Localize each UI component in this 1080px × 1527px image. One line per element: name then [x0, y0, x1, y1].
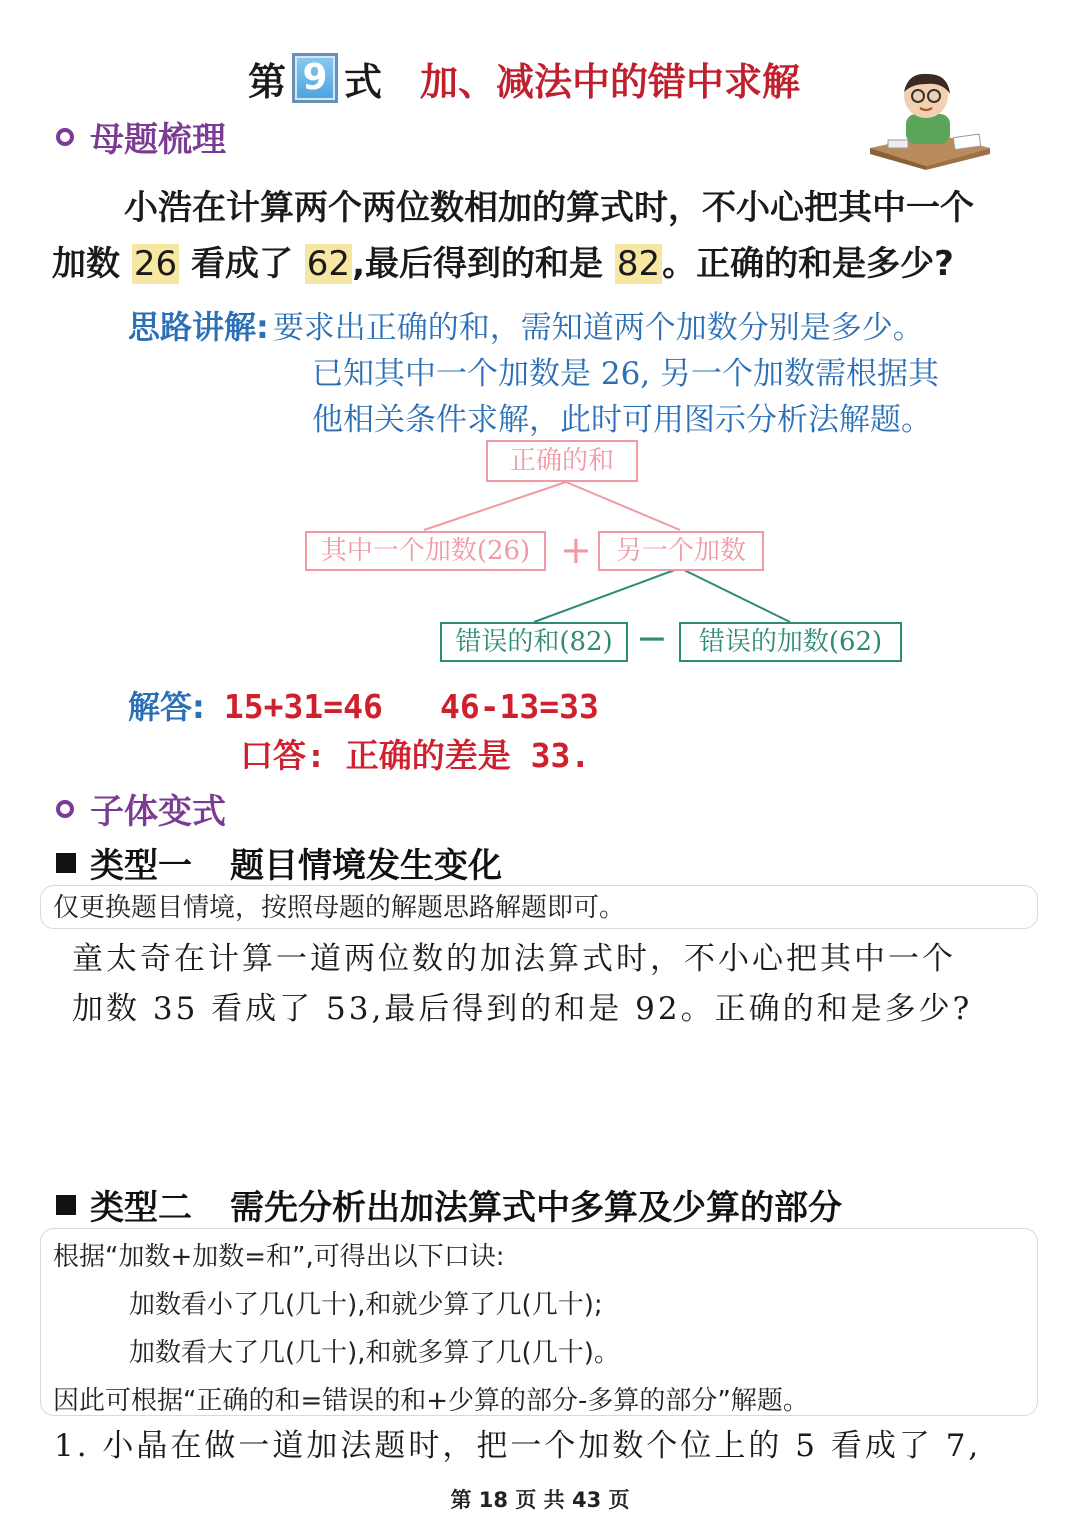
type-title: 题目情境发生变化: [230, 846, 502, 886]
title-number-badge: 9: [292, 53, 338, 103]
hint-line-3: 他相关条件求解，此时可用图示分析法解题。: [312, 402, 932, 438]
type-two-note: [40, 1228, 1038, 1416]
answer-label: 解答:: [128, 688, 205, 726]
note-line-4: 因此可根据“正确的和=错误的和+少算的部分-多算的部分”解题。: [53, 1386, 809, 1416]
diagram-wrong-sum: 错误的和(82): [440, 622, 628, 662]
page-footer: 第 18 页 共 43 页: [450, 1488, 630, 1512]
hint-label: 思路讲解:: [128, 308, 269, 346]
answer-reply: 口答: 正确的差是 33.: [240, 736, 591, 775]
note-line-3: 加数看大了几(几十),和就多算了几(几十)。: [129, 1338, 620, 1368]
section-label: 子体变式: [90, 792, 226, 832]
hint-line-2: 已知其中一个加数是 26, 另一个加数需根据其: [312, 356, 940, 392]
problem-text: 加数: [52, 244, 120, 284]
note-line-2: 加数看小了几(几十),和就少算了几(几十);: [129, 1290, 603, 1320]
problem-line-1: 童太奇在计算一道两位数的加法算式时，不小心把其中一个: [72, 941, 956, 977]
answer-equation-1: 15+31=46: [223, 687, 383, 726]
type-title: 需先分析出加法算式中多算及少算的部分: [230, 1188, 842, 1228]
section-header-variants: [56, 784, 226, 833]
title-suffix: 式: [344, 58, 383, 104]
problem-text: 看成了: [190, 244, 293, 284]
type-one-header: [56, 838, 502, 887]
section-label: 母题梳理: [90, 120, 226, 160]
type-one-problem: [72, 934, 1042, 1034]
diagram-known-addend: 其中一个加数(26): [305, 531, 546, 571]
type-two-question-1: 1. 小晶在做一道加法题时，把一个加数个位上的 5 看成了 7,: [54, 1428, 982, 1464]
highlight-number: 26: [133, 244, 178, 284]
title-text: 加、减法中的错中求解: [420, 58, 801, 104]
diagram-wrong-addend: 错误的加数(62): [679, 622, 902, 662]
square-bullet-icon: [56, 1195, 76, 1215]
answer-equation-2: 46-13=33: [439, 687, 599, 726]
type-two-header: [56, 1180, 842, 1229]
diagram-connectors: [0, 0, 1080, 700]
problem-text: 。正确的和是多少?: [662, 244, 954, 284]
answer-block: [128, 682, 599, 728]
square-bullet-icon: [56, 853, 76, 873]
problem-line-1: 小浩在计算两个两位数相加的算式时，不小心把其中一个: [124, 188, 974, 228]
problem-text: ,最后得到的和是: [352, 244, 603, 284]
note-line-1: 根据“加数+加数=和”,可得出以下口诀:: [53, 1242, 505, 1272]
highlight-number: 62: [306, 244, 351, 284]
diagram-plus-sign: +: [560, 528, 592, 572]
problem-line-2: 加数 35 看成了 53,最后得到的和是 92。正确的和是多少?: [72, 991, 973, 1027]
type-label: 类型二: [90, 1188, 192, 1228]
title-prefix: 第: [248, 58, 287, 104]
type-label: 类型一: [90, 846, 192, 886]
type-one-note: 仅更换题目情境，按照母题的解题思路解题即可。: [40, 885, 1038, 929]
diagram-minus-sign: −: [636, 616, 668, 660]
diagram-other-addend: 另一个加数: [598, 531, 764, 571]
diagram-correct-sum: 正确的和: [486, 440, 638, 482]
highlight-number: 82: [616, 244, 661, 284]
hint-line-1: 要求出正确的和，需知道两个加数分别是多少。: [272, 310, 924, 346]
circle-bullet-icon: [56, 800, 74, 818]
